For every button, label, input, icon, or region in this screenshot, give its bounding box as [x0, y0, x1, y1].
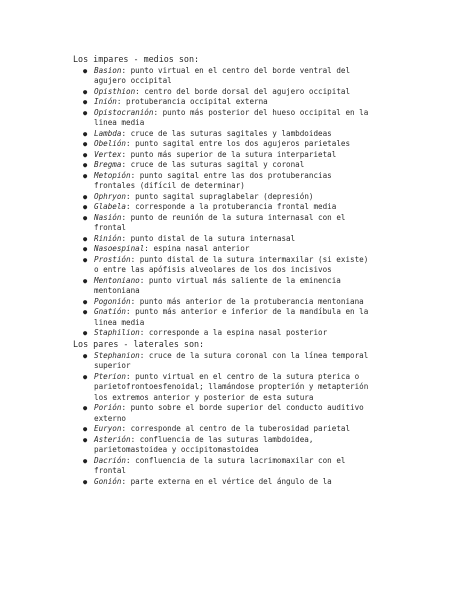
bullet-icon: ● [83, 98, 88, 106]
bullet-icon: ● [83, 456, 88, 465]
bullet-icon: ● [83, 435, 88, 444]
landmark-description: frontales (difícil de determinar) [94, 181, 245, 190]
landmark-term: Rinión [94, 233, 122, 243]
list-item [83, 403, 368, 424]
landmark-description: : punto virtual en el centro del borde ventral del [121, 65, 351, 75]
list-item [83, 212, 368, 234]
landmark-description: : punto virtual más saliente de la eminencia [139, 275, 341, 285]
landmark-description: frontal [94, 466, 127, 475]
bullet-icon: ● [83, 329, 88, 337]
item-line [94, 181, 368, 192]
landmark-description: frontal [94, 223, 127, 232]
item-line [94, 445, 368, 456]
list-item [83, 86, 368, 98]
list-item [83, 160, 368, 171]
bullet-icon: ● [83, 297, 88, 306]
list-item [83, 128, 368, 140]
landmark-description: linea media [94, 317, 145, 327]
bullet-icon: ● [83, 129, 88, 138]
landmark-description: externo [94, 413, 127, 423]
landmark-term: Nasión [94, 212, 122, 222]
item-line [94, 234, 368, 245]
landmark-description: : punto más anterior e inferior de la mandíbula en la [126, 307, 369, 316]
landmark-description: : cruce de las suturas sagitales y lambdoideas [121, 128, 332, 138]
landmark-term: Pterion [94, 371, 127, 381]
item-line [94, 286, 368, 297]
item-line [94, 213, 368, 224]
list-item [83, 97, 368, 108]
bullet-icon: ● [83, 477, 88, 486]
landmark-term: Opistocranión [94, 107, 154, 117]
landmark-description: : punto sagital entre las dos protuberancias [130, 170, 332, 180]
landmark-description: : corresponde a la protuberancia frontal media [126, 202, 337, 211]
landmark-term: Ophryon [94, 191, 127, 201]
bullet-icon: ● [83, 213, 88, 222]
list-item [83, 65, 368, 87]
landmark-description: o entre las apófisis alveolares de los dos incisivos [94, 265, 332, 274]
landmark-term: Opisthion [94, 86, 136, 96]
landmark-term: Stephanion [94, 350, 140, 360]
list-item [83, 328, 368, 339]
item-line [94, 403, 368, 414]
item-line [94, 97, 368, 108]
landmark-description: : espina nasal anterior [144, 244, 250, 253]
item-line [94, 351, 368, 362]
landmark-term: Lambda [94, 128, 122, 138]
landmark-description: : parte externa en el vértice del ángulo de la [121, 476, 332, 486]
list-item [83, 275, 368, 297]
list-item [83, 191, 368, 203]
list-item [83, 107, 369, 129]
bullet-icon: ● [83, 425, 88, 433]
landmark-description: : corresponde a la espina nasal posterior [139, 328, 328, 337]
landmark-description: : cruce de la sutura coronal con la línea temporal [139, 350, 369, 360]
bullet-icon: ● [83, 171, 88, 180]
landmark-description: : punto distal de la sutura intermaxilar (si existe) [130, 254, 369, 264]
list-item [83, 434, 368, 456]
bullet-icon: ● [83, 255, 88, 264]
bullet-icon: ● [83, 404, 88, 412]
impares-list [83, 65, 369, 339]
landmark-description: : punto más posterior del hueso occipital en la [153, 107, 369, 117]
list-item [83, 244, 368, 255]
item-line [94, 192, 368, 203]
landmark-description: agujero occipital [94, 76, 172, 85]
landmark-description: : punto más superior de la sutura interparietal [121, 149, 337, 159]
bullet-icon: ● [83, 234, 88, 243]
landmark-description: : punto sobre el borde superior del conducto auditivo [121, 403, 364, 412]
item-line [94, 435, 368, 446]
item-line [94, 150, 368, 161]
item-line [94, 456, 368, 467]
item-line [94, 414, 368, 425]
landmark-term: Nasoespinal [94, 244, 145, 253]
item-line [94, 307, 368, 318]
item-line [94, 466, 368, 477]
landmark-description: : confluencia de las suturas lambdoidea, [130, 434, 314, 444]
landmark-term: Staphilion [94, 328, 140, 337]
list-item [83, 202, 368, 213]
pares-heading: Los pares - laterales son: [73, 339, 205, 349]
bullet-icon: ● [83, 276, 88, 285]
item-line [94, 297, 368, 308]
landmark-term: Mentoniano [94, 275, 140, 285]
landmark-term: Dacrión [94, 455, 127, 465]
list-item [83, 233, 368, 245]
item-line [94, 477, 368, 488]
item-line [94, 424, 368, 435]
bullet-icon: ● [83, 372, 88, 381]
landmark-term: Euryon [94, 424, 122, 433]
landmark-term: Gnatión [94, 307, 127, 316]
item-line [94, 76, 368, 87]
landmark-term: Pogonión [94, 296, 131, 306]
landmark-description: : centro del borde dorsal del agujero occipital [135, 86, 351, 96]
bullet-icon: ● [83, 203, 88, 211]
list-item [83, 254, 369, 276]
landmark-description: : punto virtual en el centro de la sutura pterica o [126, 371, 360, 381]
landmark-description: : punto sagital supraglabelar (depresión) [126, 191, 314, 201]
bullet-icon: ● [83, 66, 88, 75]
item-line [94, 372, 368, 383]
landmark-description: : punto sagital entre los dos agujeros parietales [126, 139, 351, 148]
bullet-icon: ● [83, 140, 88, 148]
landmark-term: Glabela [94, 202, 127, 211]
landmark-description: : punto distal de la sutura internasal [121, 233, 296, 243]
item-line [94, 318, 368, 329]
list-item [83, 350, 369, 372]
item-line [94, 118, 368, 129]
item-line [94, 393, 368, 404]
item-line [94, 255, 368, 266]
pares-list [83, 350, 369, 488]
landmark-description: : cruce de las suturas sagital y coronal [121, 160, 305, 169]
item-line [94, 129, 368, 140]
bullet-icon: ● [83, 308, 88, 316]
list-item [83, 424, 368, 435]
bullet-icon: ● [83, 351, 88, 360]
bullet-icon: ● [83, 150, 88, 159]
bullet-icon: ● [83, 192, 88, 201]
landmark-term: Prostión [94, 254, 131, 264]
bullet-icon: ● [83, 87, 88, 96]
item-line [94, 223, 368, 234]
landmark-description: : protuberancia occipital externa [116, 97, 268, 106]
list-item [83, 476, 368, 488]
landmark-term: Bregma [94, 160, 122, 169]
landmark-description: parietofrontoesfenoidal; llamándose propterión y metapterión [94, 382, 369, 391]
bullet-icon: ● [83, 161, 88, 169]
item-line [94, 160, 368, 171]
item-line [94, 139, 368, 150]
landmark-term: Basion [94, 65, 122, 75]
landmark-description: parietomastoidea y occipitomastoidea [94, 445, 259, 454]
item-line [94, 66, 368, 77]
impares-heading: Los impares - medios son: [73, 54, 200, 64]
landmark-description: los extremos anterior y posterior de esta sutura [94, 392, 314, 402]
landmark-description: superior [94, 361, 131, 370]
list-item [83, 170, 368, 192]
item-line [94, 276, 368, 287]
bullet-icon: ● [83, 245, 88, 253]
landmark-term: Gonión [94, 476, 122, 486]
list-item [83, 149, 368, 161]
landmark-term: Metopión [94, 170, 131, 180]
list-item [83, 139, 368, 150]
list-item [83, 371, 369, 404]
item-line [94, 361, 368, 372]
landmark-term: Vertex [94, 149, 122, 159]
item-line [94, 382, 368, 393]
item-line [94, 87, 368, 98]
landmark-description: linea media [94, 118, 145, 127]
item-line [94, 171, 368, 182]
landmark-description: : confluencia de la sutura lacrimomaxilar con el [126, 455, 346, 465]
list-item [83, 296, 368, 308]
item-line [94, 202, 368, 213]
item-line [94, 108, 368, 119]
bullet-icon: ● [83, 108, 88, 117]
landmark-description: : punto de reunión de la sutura internasal con el [121, 212, 346, 222]
landmark-term: Obelión [94, 139, 127, 148]
landmark-term: Asterión [94, 434, 131, 444]
item-line [94, 265, 368, 276]
landmark-description: : punto más anterior de la protuberancia mentoniana [130, 296, 364, 306]
item-line [94, 244, 368, 255]
landmark-term: Inión [94, 97, 117, 106]
item-line [94, 328, 368, 339]
landmark-description: : corresponde al centro de la tuberosidad parietal [121, 424, 351, 433]
landmark-description: mentoniana [94, 286, 140, 295]
list-item [83, 455, 368, 477]
landmark-term: Porión [94, 403, 122, 412]
list-item [83, 307, 369, 328]
